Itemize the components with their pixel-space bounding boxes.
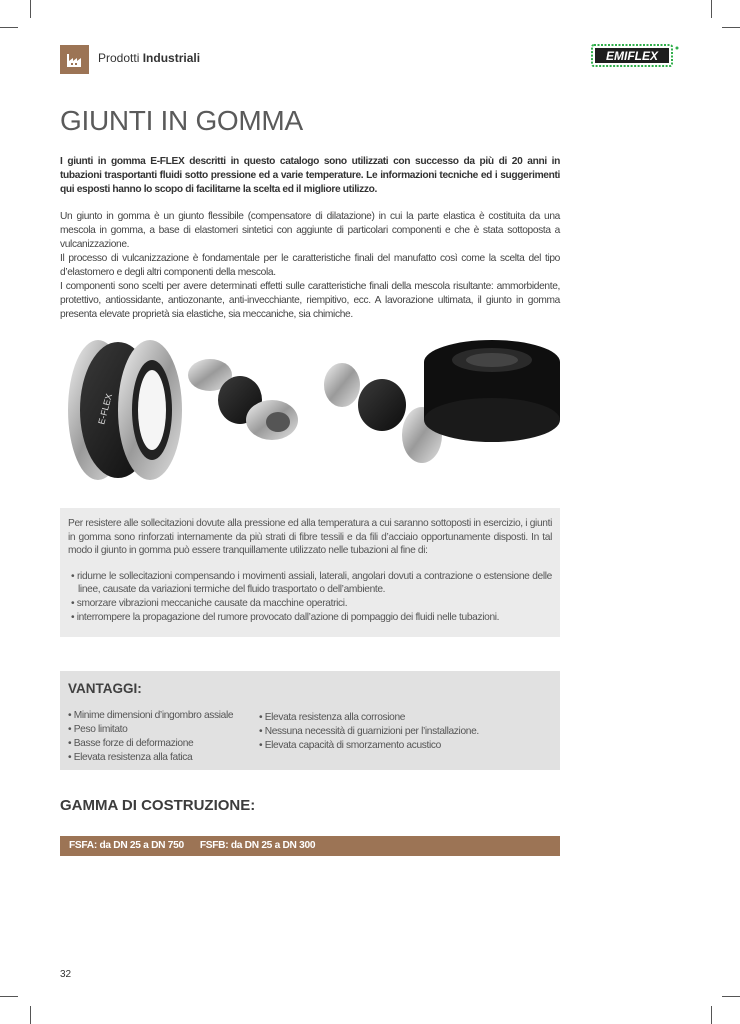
gamma-bar [60,836,560,856]
list-item: • Peso limitato [68,724,128,735]
crop-mark [30,0,31,18]
list-item: • Minime dimensioni d’ingombro assiale [68,710,234,721]
paragraph: Un giunto in gomma è un giunto flessibile (compensatore di dilatazione) in cui la parte elastica è costituita da una mescola in gomma, a base di elastomeri sintetici con aggiunte di particolari componenti e che è stata sottoposta a vulcanizzazione. [60,211,560,250]
crop-mark [722,27,740,28]
list-item: • smorzare vibrazioni meccaniche causate da macchine operatrici. [71,597,348,609]
crop-mark [30,1006,31,1024]
list-item: • ridurne le sollecitazioni compensando i movimenti assiali, laterali, angolari dovuti a contrazione o estensione delle linee, causate da variazioni termiche del fluido trasportato o dell’ambiente. [71,570,552,596]
info-box [60,508,560,637]
product-photo [60,330,560,490]
vantaggi-box [60,671,560,770]
intro-paragraph: I giunti in gomma E-FLEX descritti in questo catalogo sono utilizzati con successo da più di 20 anni in tubazioni trasportanti fluidi sotto pressione ed a varie temperature. Le informazioni tecniche ed i suggerimenti qui esposti hanno lo scopo di facilitarne la scelta ed il migliore utilizzo. [60,156,560,195]
info-text: Per resistere alle sollecitazioni dovute alla pressione ed alla temperatura a cui saranno sottoposti in esercizio, i giunti in gomma sono rinforzati internamente da più strati di fibre tessili e da fili d’acciaio opportunamente disposti. In tal modo il giunto in gomma può essere tranquillamente utilizzato nelle tubazioni al fine di: [68,518,552,557]
gamma-title: GAMMA DI COSTRUZIONE: [60,797,256,814]
e-flex-label: E-FLEX [96,392,115,426]
crop-mark [711,0,712,18]
crop-mark [0,27,18,28]
paragraph: I componenti sono scelti per avere determinati effetti sulle caratteristiche finali della mescola risultante: ammorbidente, protettivo, antiossidante, antiozonante, anti-invecchiante, riempitivo, ecc. A lavorazione ultimata, il giunto in gomma presenta elevate proprietà sia elastiche, sia meccaniche, sia chimiche. [60,281,560,320]
emiflex-logo [591,44,680,67]
list-item: • Basse forze di deformazione [68,738,194,749]
list-item: • Elevata resistenza alla fatica [68,752,193,763]
category-label: Prodotti Industriali [98,51,201,65]
crop-mark [711,1006,712,1024]
list-item: • Nessuna necessità di guarnizioni per l’installazione. [259,726,479,737]
paragraph: Il processo di vulcanizzazione è fondamentale per le caratteristiche finali del manufatto così come la scelta del tipo d’elastomero e degli altri componenti della mescola. [60,253,560,278]
gamma-item-fsfa: FSFA: da DN 25 a DN 750 [69,840,184,851]
page-number: 32 [60,969,72,980]
crop-mark [0,996,18,997]
gamma-item-fsfb: FSFB: da DN 25 a DN 300 [199,840,316,851]
page-title: GIUNTI IN GOMMA [60,105,303,136]
vantaggi-list-left [68,709,233,765]
vantaggi-list-right [259,711,479,753]
factory-icon [60,45,89,74]
info-bullet-list [68,570,552,624]
svg-text:EMIFLEX: EMIFLEX [605,49,659,63]
list-item: • Elevata resistenza alla corrosione [259,712,406,723]
crop-mark [722,996,740,997]
vantaggi-title: VANTAGGI: [68,681,142,696]
body-text [60,210,560,322]
list-item: • interrompere la propagazione del rumore provocato dall’azione di pompaggio dei fluidi nelle tubazioni. [71,611,500,623]
list-item: • Elevata capacità di smorzamento acustico [259,740,441,751]
